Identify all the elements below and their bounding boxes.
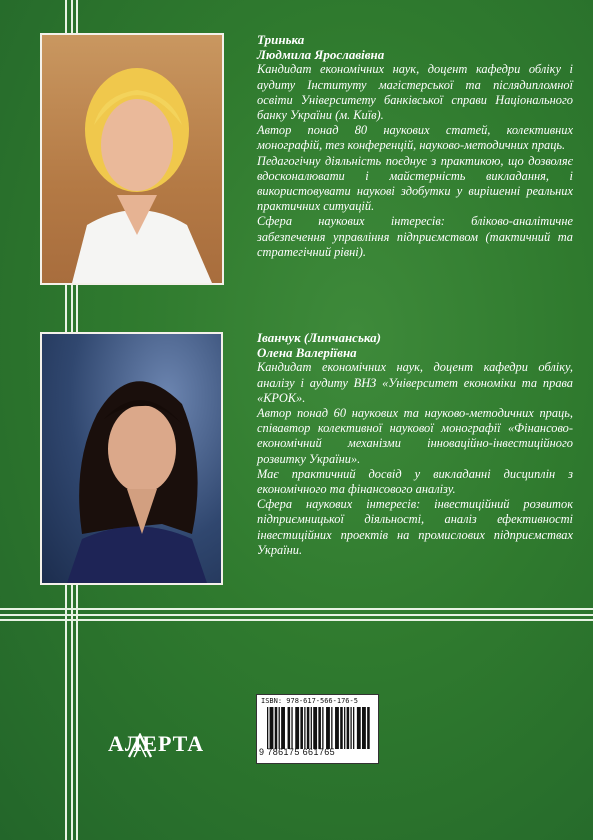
barcode-bar bbox=[326, 707, 330, 749]
bio-paragraph: Автор понад 60 наукових та науково-методичних праць, співавтор колективної наукової монографії «Фінансово-економічний механізми інноваційно-інвестиційного розвитку України». bbox=[257, 406, 573, 466]
frame-line bbox=[0, 608, 593, 610]
barcode-digits: 9 786175 661765 bbox=[259, 747, 336, 757]
portrait-illustration bbox=[42, 35, 222, 283]
barcode-bar bbox=[344, 707, 345, 749]
author-bio-1 bbox=[257, 32, 573, 260]
author-photo-1 bbox=[40, 33, 224, 285]
bio-paragraph: Кандидат економічних наук, доцент кафедри обліку, аналізу і аудиту ВНЗ «Університет економіки та права «КРОК». bbox=[257, 360, 573, 405]
frame-line bbox=[0, 614, 593, 616]
barcode-bar bbox=[307, 707, 310, 749]
barcode-bar bbox=[331, 707, 332, 749]
author-surname: Тринька bbox=[257, 32, 305, 47]
barcode-bar bbox=[270, 707, 274, 749]
bio-paragraph: Педагогічну діяльність поєднує з практикою, що дозволяє вдосконалювати і майстерність викладання, і використовувати наукові здобутки у вирішенні реальних практичних ситуацій. bbox=[257, 153, 573, 214]
barcode-bar bbox=[367, 707, 370, 749]
barcode-bar bbox=[288, 707, 291, 749]
isbn-barcode bbox=[256, 694, 379, 764]
barcode-bar bbox=[318, 707, 321, 749]
barcode-bar bbox=[313, 707, 317, 749]
barcode-bar bbox=[304, 707, 305, 749]
barcode-bar bbox=[347, 707, 350, 749]
barcode-bar bbox=[340, 707, 343, 749]
publisher-name: АЛЕРТА bbox=[108, 731, 205, 756]
barcode-bar bbox=[350, 707, 351, 749]
barcode-bar bbox=[311, 707, 312, 749]
barcode-bar bbox=[353, 707, 354, 749]
portrait-illustration bbox=[42, 334, 221, 583]
bio-paragraph: Автор понад 80 наукових статей, колективних монографій, тез конференцій, науково-методичних праць. bbox=[257, 123, 573, 153]
author-given-names: Людмила Ярославівна bbox=[257, 47, 385, 63]
author-surname: Іванчук (Липчанська) bbox=[257, 330, 381, 345]
barcode-bars bbox=[267, 707, 371, 749]
bio-paragraph: Сфера наукових інтересів: бліково-аналітичне забезпечення управління підприємством (тактичний та стратегічний рівні). bbox=[257, 214, 573, 259]
author-photo-2 bbox=[40, 332, 223, 585]
barcode-bar bbox=[357, 707, 361, 749]
isbn-label: ISBN: 978-617-566-176-5 bbox=[261, 697, 358, 705]
barcode-bar bbox=[267, 707, 268, 749]
barcode-bar bbox=[362, 707, 366, 749]
barcode-bar bbox=[322, 707, 323, 749]
barcode-bar bbox=[279, 707, 280, 749]
barcode-bar bbox=[300, 707, 303, 749]
barcode-bar bbox=[295, 707, 299, 749]
author-bio-2 bbox=[257, 330, 573, 558]
author-given-names: Олена Валеріївна bbox=[257, 345, 357, 361]
frame-line bbox=[0, 619, 593, 621]
bio-paragraph: Сфера наукових інтересів: інвестиційний розвиток підприємницької діяльності, аналіз ефективності інвестиційних проектів на промислових підприємствах України. bbox=[257, 497, 573, 557]
barcode-bar bbox=[281, 707, 285, 749]
barcode-bar bbox=[275, 707, 278, 749]
barcode-bar bbox=[335, 707, 339, 749]
bio-paragraph: Кандидат економічних наук, доцент кафедри обліку і аудиту Інституту магістерської та післядипломної освіти Університету банківської справи Національного банку України (м. Київ). bbox=[257, 62, 573, 123]
barcode-bar bbox=[291, 707, 292, 749]
bio-paragraph: Має практичний досвід у викладанні дисциплін з економічного та фінансового аналізу. bbox=[257, 466, 573, 497]
